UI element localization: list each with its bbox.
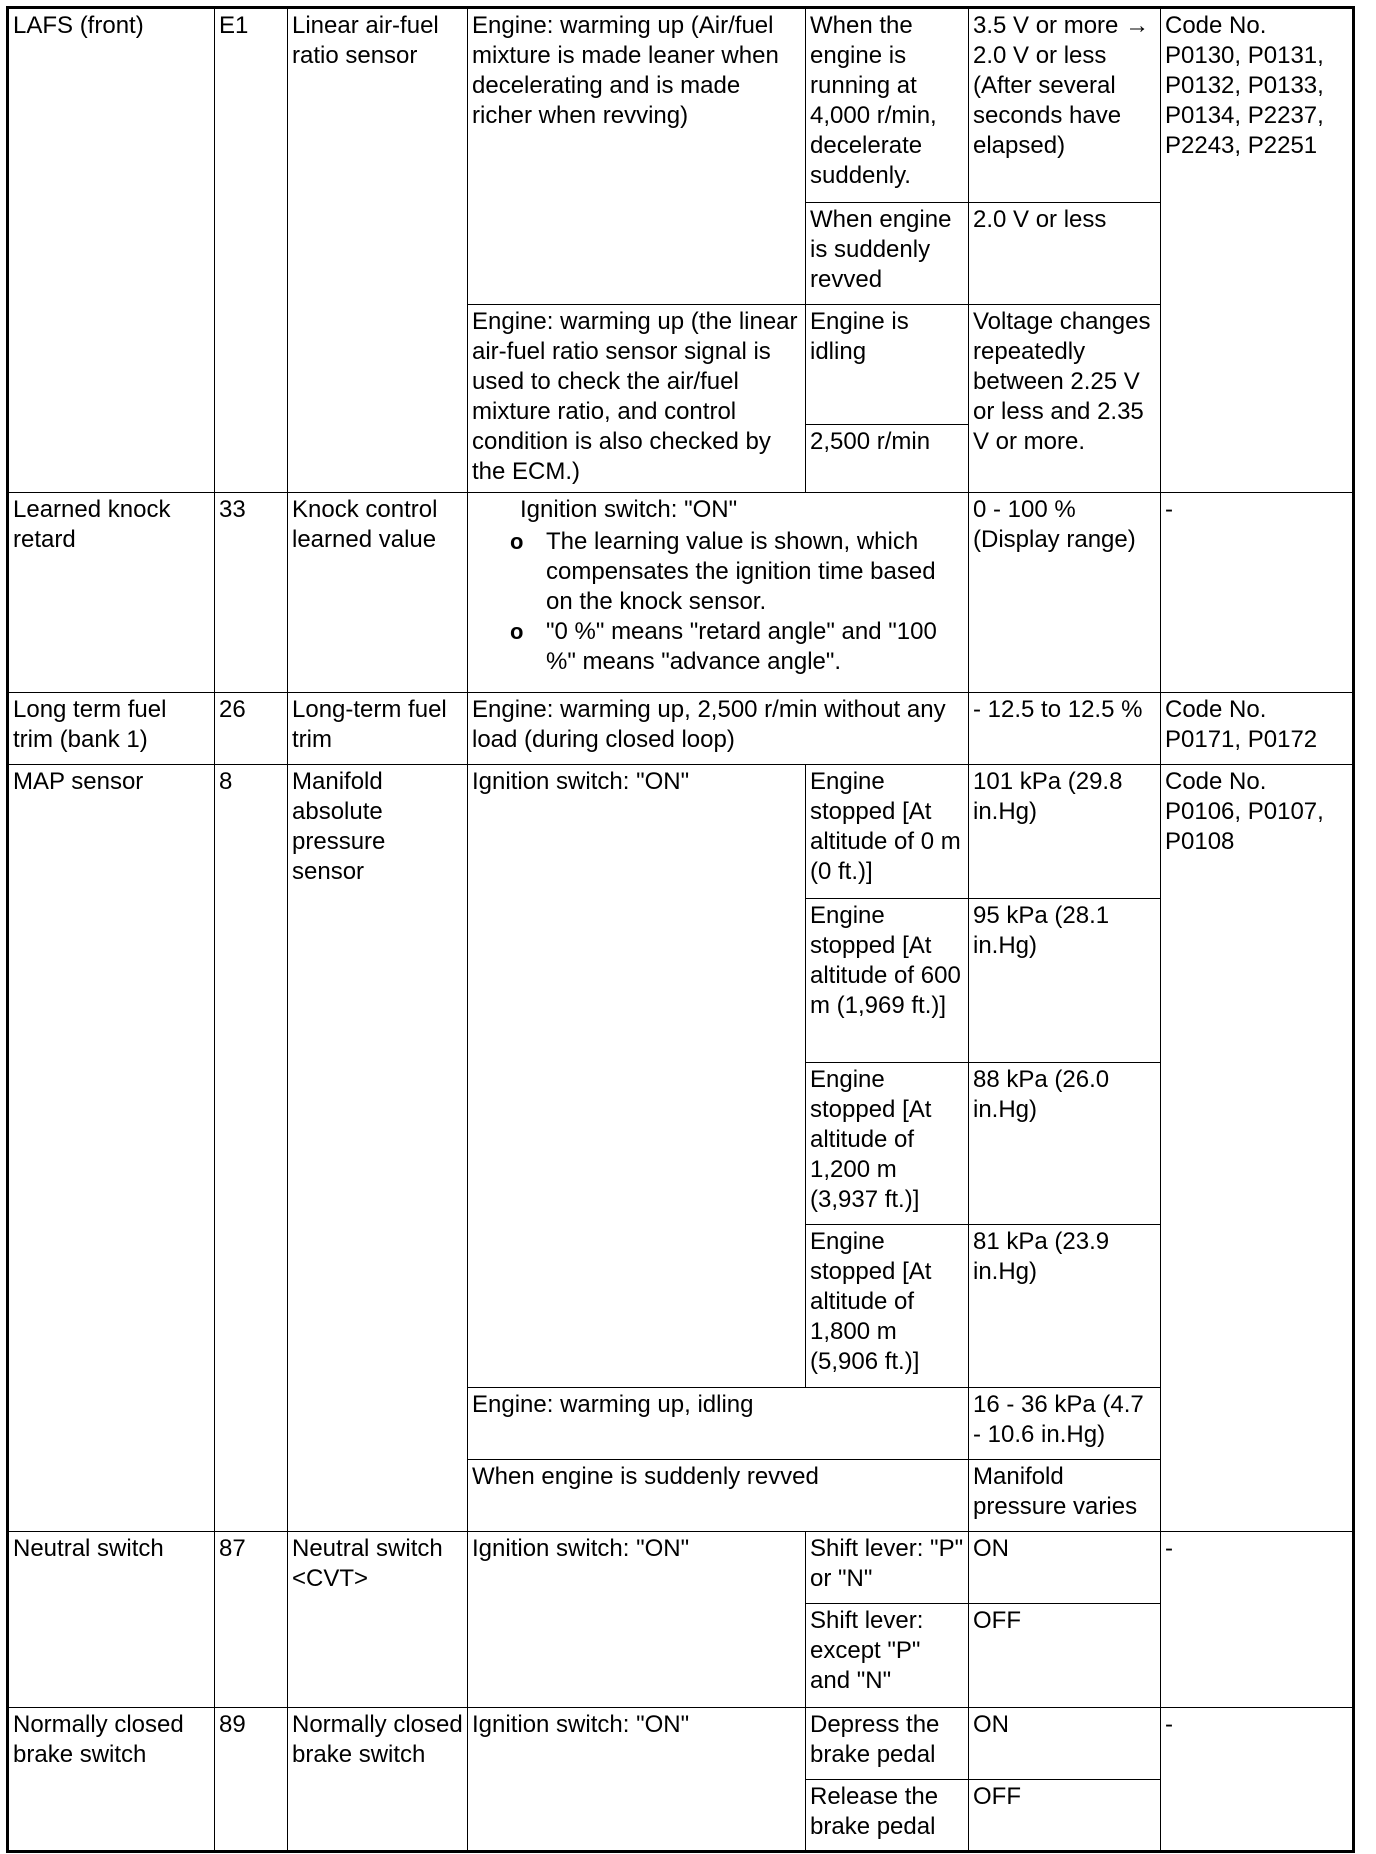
list-item: o The learning value is shown, which compensates the ignition time based on the knock sensor. bbox=[508, 527, 964, 617]
table-row bbox=[8, 693, 1354, 765]
reference-cell: Code No. P0130, P0131, P0132, P0133, P0134, P2237, P2243, P2251 bbox=[1161, 8, 1354, 493]
normal-value-cell: 0 - 100 % (Display range) bbox=[969, 493, 1161, 693]
item-name-cell: Long-term fuel trim bbox=[288, 693, 468, 765]
item-name-cell: Neutral switch <CVT> bbox=[288, 1532, 468, 1708]
normal-value-cell: 88 kPa (26.0 in.Hg) bbox=[969, 1063, 1161, 1225]
normal-value-cell: OFF bbox=[969, 1604, 1161, 1708]
requirement-cell: When the engine is running at 4,000 r/min, decelerate suddenly. bbox=[806, 8, 969, 203]
normal-value-cell: 81 kPa (23.9 in.Hg) bbox=[969, 1225, 1161, 1388]
requirement-cell: Shift lever: except "P" and "N" bbox=[806, 1604, 969, 1708]
spec-table bbox=[6, 6, 1355, 1853]
check-condition-cell: Ignition switch: "ON" bbox=[468, 1532, 806, 1708]
item-cell: MAP sensor bbox=[8, 765, 215, 1532]
reference-cell: - bbox=[1161, 1708, 1354, 1852]
requirement-cell: Shift lever: "P" or "N" bbox=[806, 1532, 969, 1604]
requirement-cell: Engine is idling bbox=[806, 305, 969, 425]
table-row bbox=[8, 1708, 1354, 1780]
reference-cell: Code No. P0171, P0172 bbox=[1161, 693, 1354, 765]
requirement-cell: Engine stopped [At altitude of 1,800 m (5,906 ft.)] bbox=[806, 1225, 969, 1388]
requirement-cell: Engine stopped [At altitude of 0 m (0 ft.)] bbox=[806, 765, 969, 899]
table-row bbox=[8, 765, 1354, 899]
requirement-cell: 2,500 r/min bbox=[806, 425, 969, 493]
item-cell: Long term fuel trim (bank 1) bbox=[8, 693, 215, 765]
table-row bbox=[8, 1532, 1354, 1604]
normal-value-cell: 2.0 V or less bbox=[969, 203, 1161, 305]
item-name-cell: Manifold absolute pressure sensor bbox=[288, 765, 468, 1532]
check-condition-text: Ignition switch: "ON" bbox=[520, 496, 738, 523]
item-name-cell: Normally closed brake switch bbox=[288, 1708, 468, 1852]
item-cell: LAFS (front) bbox=[8, 8, 215, 493]
check-condition-cell: Ignition switch: "ON" bbox=[468, 1708, 806, 1852]
item-no-cell: 89 bbox=[215, 1708, 288, 1852]
check-condition-cell: When engine is suddenly revved bbox=[468, 1460, 969, 1532]
item-cell: Neutral switch bbox=[8, 1532, 215, 1708]
note-list bbox=[472, 527, 964, 677]
normal-value-cell: 16 - 36 kPa (4.7 - 10.6 in.Hg) bbox=[969, 1388, 1161, 1460]
normal-value-cell: ON bbox=[969, 1708, 1161, 1780]
requirement-cell: Depress the brake pedal bbox=[806, 1708, 969, 1780]
item-cell: Normally closed brake switch bbox=[8, 1708, 215, 1852]
check-condition-cell: Engine: warming up (the linear air-fuel ratio sensor signal is used to check the air/fuel mixture ratio, and control condition is also checked by the ECM.) bbox=[468, 305, 806, 493]
reference-cell: - bbox=[1161, 1532, 1354, 1708]
item-no-cell: 8 bbox=[215, 765, 288, 1532]
table-row bbox=[8, 493, 1354, 693]
check-condition-cell: Ignition switch: "ON" bbox=[468, 765, 806, 1388]
normal-value-cell: Manifold pressure varies bbox=[969, 1460, 1161, 1532]
item-name-cell: Knock control learned value bbox=[288, 493, 468, 693]
requirement-cell: Release the brake pedal bbox=[806, 1780, 969, 1852]
check-condition-cell: Engine: warming up, 2,500 r/min without any load (during closed loop) bbox=[468, 693, 969, 765]
item-no-cell: 87 bbox=[215, 1532, 288, 1708]
item-no-cell: 33 bbox=[215, 493, 288, 693]
normal-value-cell: ON bbox=[969, 1532, 1161, 1604]
normal-value-cell: 101 kPa (29.8 in.Hg) bbox=[969, 765, 1161, 899]
item-cell: Learned knock retard bbox=[8, 493, 215, 693]
normal-value-cell: 95 kPa (28.1 in.Hg) bbox=[969, 899, 1161, 1063]
normal-value-cell: - 12.5 to 12.5 % bbox=[969, 693, 1161, 765]
requirement-cell: Engine stopped [At altitude of 600 m (1,969 ft.)] bbox=[806, 899, 969, 1063]
check-condition-cell bbox=[468, 493, 969, 693]
normal-value-cell: Voltage changes repeatedly between 2.25 V or less and 2.35 V or more. bbox=[969, 305, 1161, 493]
table-row bbox=[8, 8, 1354, 203]
item-name-cell: Linear air-fuel ratio sensor bbox=[288, 8, 468, 493]
requirement-cell: When engine is suddenly revved bbox=[806, 203, 969, 305]
list-item: o "0 %" means "retard angle" and "100 %" means "advance angle". bbox=[508, 617, 964, 677]
normal-value-cell: 3.5 V or more → 2.0 V or less (After several seconds have elapsed) bbox=[969, 8, 1161, 203]
item-no-cell: 26 bbox=[215, 693, 288, 765]
check-condition-cell: Engine: warming up, idling bbox=[468, 1388, 969, 1460]
normal-value-cell: OFF bbox=[969, 1780, 1161, 1852]
check-condition-cell: Engine: warming up (Air/fuel mixture is made leaner when decelerating and is made richer when revving) bbox=[468, 8, 806, 305]
reference-cell: - bbox=[1161, 493, 1354, 693]
reference-cell: Code No. P0106, P0107, P0108 bbox=[1161, 765, 1354, 1532]
item-no-cell: E1 bbox=[215, 8, 288, 493]
requirement-cell: Engine stopped [At altitude of 1,200 m (3,937 ft.)] bbox=[806, 1063, 969, 1225]
